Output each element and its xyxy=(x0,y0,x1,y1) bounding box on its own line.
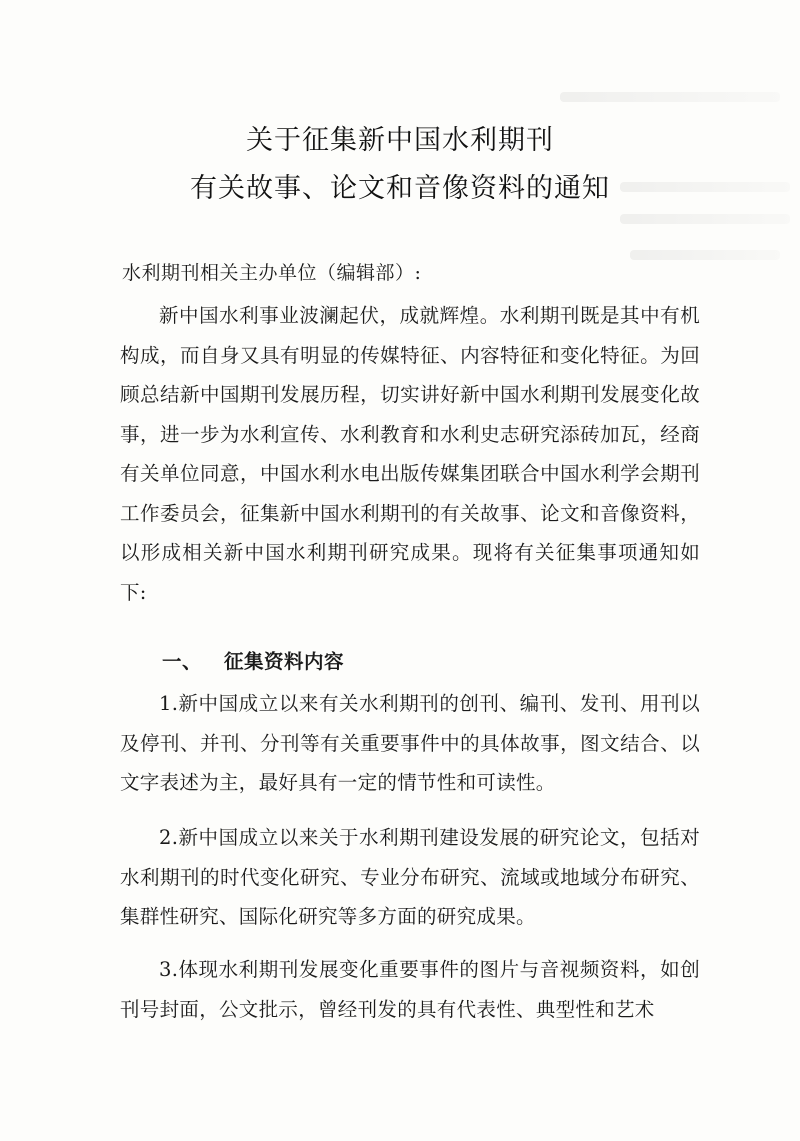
section-heading-text: 征集资料内容 xyxy=(224,650,345,673)
document-title-line-1: 关于征集新中国水利期刊 xyxy=(246,125,554,156)
intro-paragraph: 新中国水利事业波澜起伏，成就辉煌。水利期刊既是其中有机构成，而自身又具有明显的传媒特征、内容特征和变化特征。为回顾总结新中国期刊发展历程，切实讲好新中国水利期刊发展变化故事，进一步为水利宣传、水利教育和水利史志研究添砖加瓦，经商有关单位同意，中国水利水电出版传媒集团联合中国水利学会期刊工作委员会，征集新中国水利期刊的有关故事、论文和音像资料，以形成相关新中国水利期刊研究成果。现将有关征集事项通知如下: xyxy=(120,304,700,604)
list-item: 1.新中国成立以来有关水利期刊的创刊、编刊、发刊、用刊以及停刊、并刊、分刊等有关重要事件中的具体故事，图文结合、以文字表述为主，最好具有一定的情节性和可读性。 xyxy=(120,692,700,794)
bleed-through-mark xyxy=(560,92,780,102)
bleed-through-mark xyxy=(620,214,790,224)
list-item: 2.新中国成立以来关于水利期刊建设发展的研究论文，包括对水利期刊的时代变化研究、专业分布研究、流域或地域分布研究、集群性研究、国际化研究等多方面的研究成果。 xyxy=(120,826,700,928)
section-number: 一、 xyxy=(162,650,203,673)
list-item: 3.体现水利期刊发展变化重要事件的图片与音视频资料，如创刊号封面，公文批示，曾经刊发的具有代表性、典型性和艺术 xyxy=(120,958,700,1021)
section-heading xyxy=(162,646,344,674)
bleed-through-mark xyxy=(630,250,780,260)
document-title-line-2: 有关故事、论文和音像资料的通知 xyxy=(190,173,610,204)
salutation: 水利期刊相关主办单位（编辑部）: xyxy=(122,262,422,284)
